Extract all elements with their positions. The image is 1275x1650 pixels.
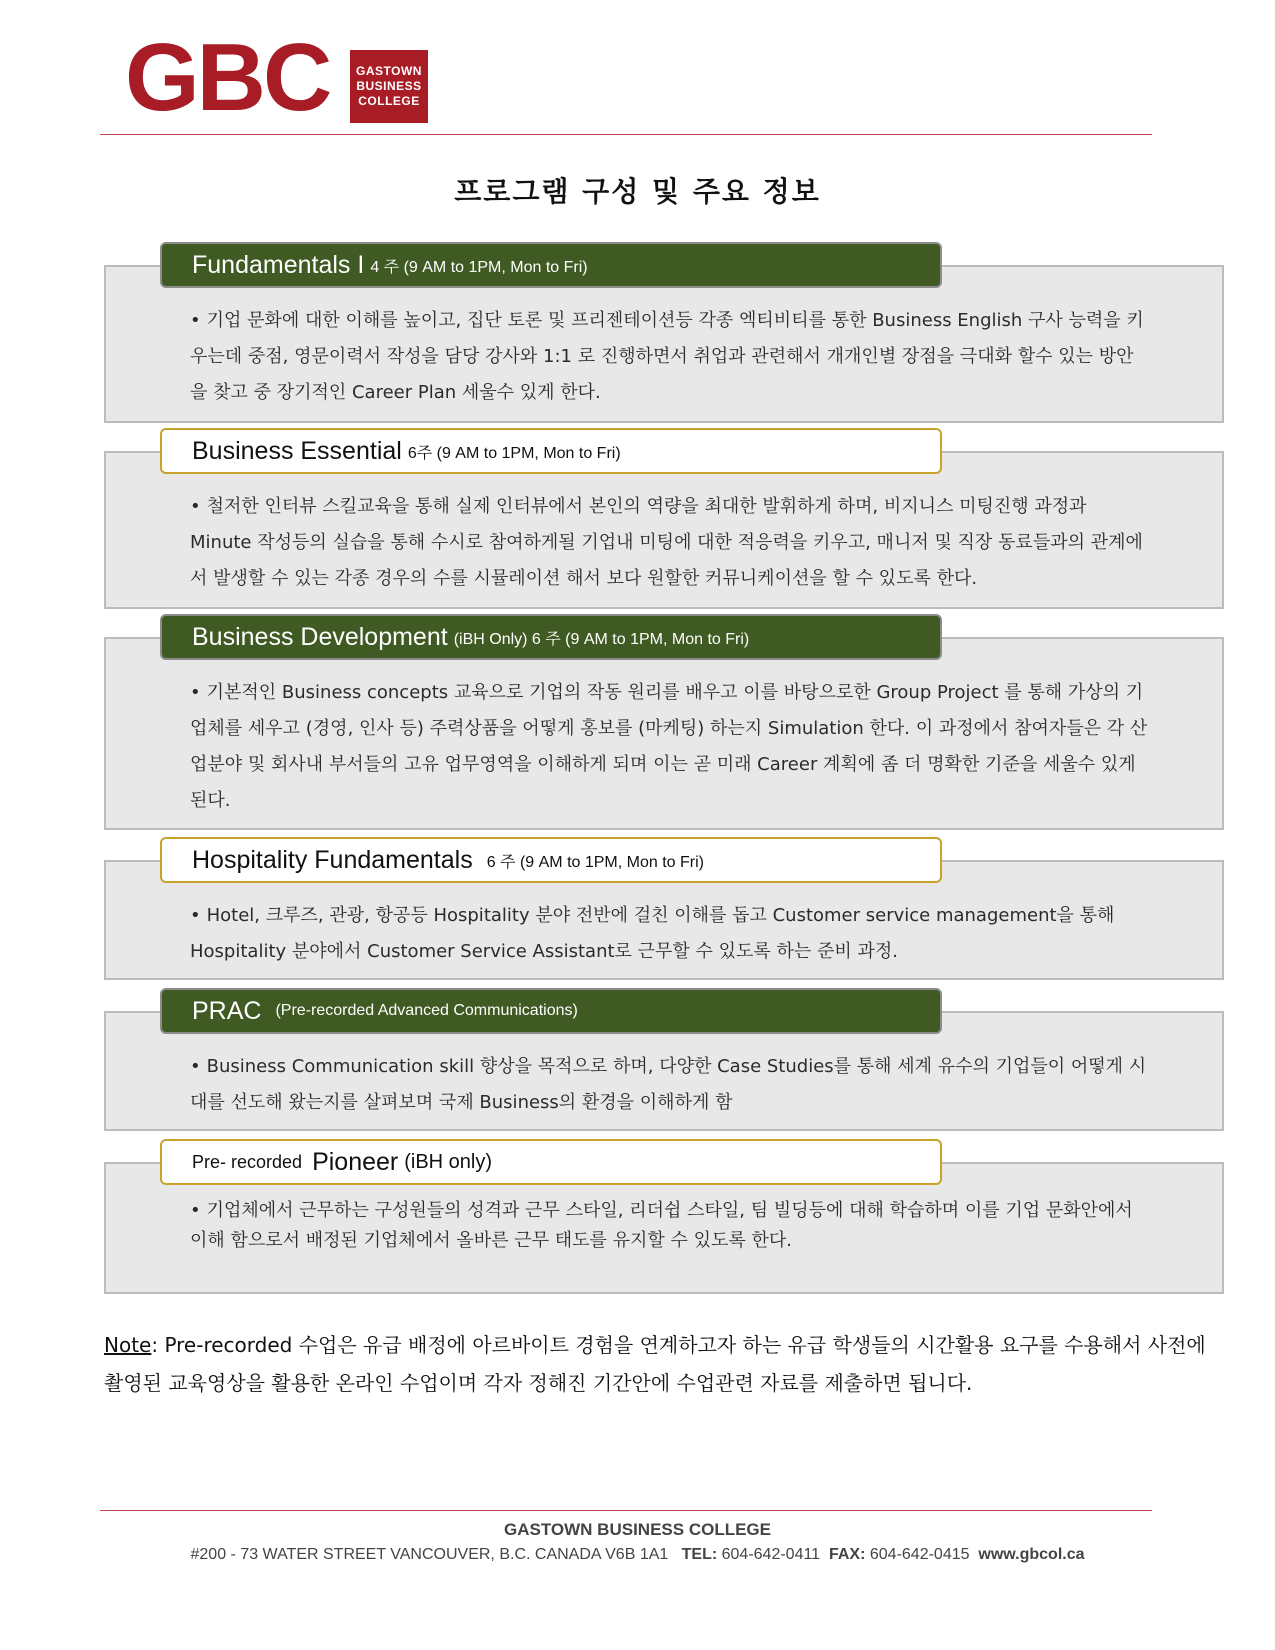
note-text: : Pre-recorded 수업은 유급 배정에 아르바이트 경험을 연계하고자 하는 유급 학생들의 시간활용 요구를 수용해서 사전에 촬영된 교육영상을 활용한 온라인 수업이며 각자 정해진 기간안에 수업관련 자료를 제출하면 됩니다. (104, 1333, 1206, 1395)
bullet-icon: • (190, 496, 201, 517)
footer-tel: 604-642-0411 (721, 1546, 821, 1563)
section-text: 기업체에서 근무하는 구성원들의 성격과 근무 스타일, 리더쉽 스타일, 팀 빌딩등에 대해 학습하며 이를 기업 문화안에서 이해 함으로서 배정된 기업체에서 올바른 근무 태도를 유지할 수 있도록 한다. (190, 1200, 1133, 1251)
bullet-icon: • (190, 310, 201, 331)
note-label: Note (104, 1333, 152, 1357)
section-text: 철저한 인터뷰 스킬교육을 통해 실제 인터뷰에서 본인의 역량을 최대한 발휘하게 하며, 비지니스 미팅진행 과정과 Minute 작성등의 실습을 통해 수시로 참여하게될 기업내 미팅에 대한 적응력을 키우고, 매니저 및 직장 동료들과의 관계에서 발생할 수 있는 각종 경우의 수를 시뮬레이션 해서 보다 원할한 커뮤니케이션을 할 수 있도록 한다. (190, 496, 1143, 589)
header-rule (100, 134, 1152, 135)
section-duration: (iBH Only) 6 주 (9 AM to 1PM, Mon to Fri) (453, 630, 750, 648)
section-title: Business Essential (192, 436, 402, 465)
page-title: 프로그램 구성 및 주요 정보 (454, 175, 821, 208)
gbc-logo: GBC (125, 24, 330, 131)
footer-tel-label: TEL: (681, 1546, 718, 1563)
section-duration: (iBH only) (404, 1150, 493, 1173)
section-fundamentals-body (190, 303, 1150, 411)
section-duration: 4 주 (9 AM to 1PM, Mon to Fri) (370, 258, 588, 276)
section-pioneer-header (160, 1139, 942, 1185)
section-development-body (190, 675, 1150, 819)
section-prefix: Pre- recorded (192, 1151, 303, 1172)
section-duration: (Pre-recorded Advanced Communications) (275, 1002, 578, 1019)
section-text: Hotel, 크루즈, 관광, 항공등 Hospitality 분야 전반에 걸친 이해를 돕고 Customer service management을 통해 Hospitality 분야에서 Customer Service Assistant로 근무할 수 있도록 하는 준비 과정. (190, 905, 1115, 962)
bullet-icon: • (190, 682, 201, 703)
footer-address: #200 - 73 WATER STREET VANCOUVER, B.C. CANADA V6B 1A1 (190, 1546, 669, 1563)
section-text: Business Communication skill 향상을 목적으로 하며, 다양한 Case Studies를 통해 세계 유수의 기업들이 어떻게 시대를 선도해 왔는지를 살펴보며 국제 Business의 환경을 이해하게 함 (190, 1056, 1147, 1113)
section-title: Pioneer (312, 1147, 399, 1176)
footer-contact (0, 1546, 1275, 1564)
section-prac-header (160, 988, 942, 1034)
section-title: Business Development (192, 622, 448, 651)
section-hospitality-header (160, 837, 942, 883)
section-duration: 6 주 (9 AM to 1PM, Mon to Fri) (486, 853, 704, 871)
section-duration: 6주 (9 AM to 1PM, Mon to Fri) (407, 444, 621, 462)
section-prac-body (190, 1049, 1150, 1121)
footer-fax-label: FAX: (828, 1546, 866, 1563)
section-pioneer-body (190, 1196, 1150, 1256)
section-title: Fundamentals I (192, 250, 365, 279)
section-text: 기본적인 Business concepts 교육으로 기업의 작동 원리를 배우고 이를 바탕으로한 Group Project 를 통해 가상의 기업체를 세우고 (경영, 인사 등) 주력상품을 어떻게 홍보를 (마케팅) 하는지 Simulation 한다. 이 과정에서 참여자들은 각 산업분야 및 회사내 부서들의 고유 업무영역을 이해하게 되며 이는 곧 미래 Career 계획에 좀 더 명확한 기준을 세울수 있게 된다. (190, 682, 1148, 811)
bullet-icon: • (190, 1056, 201, 1077)
footer-website-link[interactable]: www.gbcol.ca (978, 1546, 1085, 1563)
footer-fax: 604-642-0415 (869, 1546, 970, 1563)
note-paragraph (104, 1326, 1214, 1402)
logo-line-2: BUSINESS (356, 79, 422, 93)
section-title: Hospitality Fundamentals (192, 845, 473, 874)
logo-line-1: GASTOWN (356, 64, 422, 78)
section-fundamentals-header (160, 242, 942, 288)
section-development-header (160, 614, 942, 660)
bullet-icon: • (190, 905, 201, 926)
section-title: PRAC (192, 996, 262, 1025)
footer-rule (100, 1510, 1152, 1511)
section-essential-header (160, 428, 942, 474)
section-hospitality-body (190, 898, 1150, 970)
logo-line-3: COLLEGE (358, 94, 420, 108)
section-text: 기업 문화에 대한 이해를 높이고, 집단 토론 및 프리젠테이션등 각종 엑티비티를 통한 Business English 구사 능력을 키우는데 중점, 영문이력서 작성을 담당 강사와 1:1 로 진행하면서 취업과 관련해서 개개인별 장점을 극대화 할수 있는 방안을 찾고 중 장기적인 Career Plan 세울수 있게 한다. (190, 310, 1144, 403)
gbc-logo-box (350, 50, 428, 123)
bullet-icon: • (190, 1200, 201, 1221)
section-essential-body (190, 489, 1150, 597)
footer-college-name: GASTOWN BUSINESS COLLEGE (504, 1520, 771, 1539)
